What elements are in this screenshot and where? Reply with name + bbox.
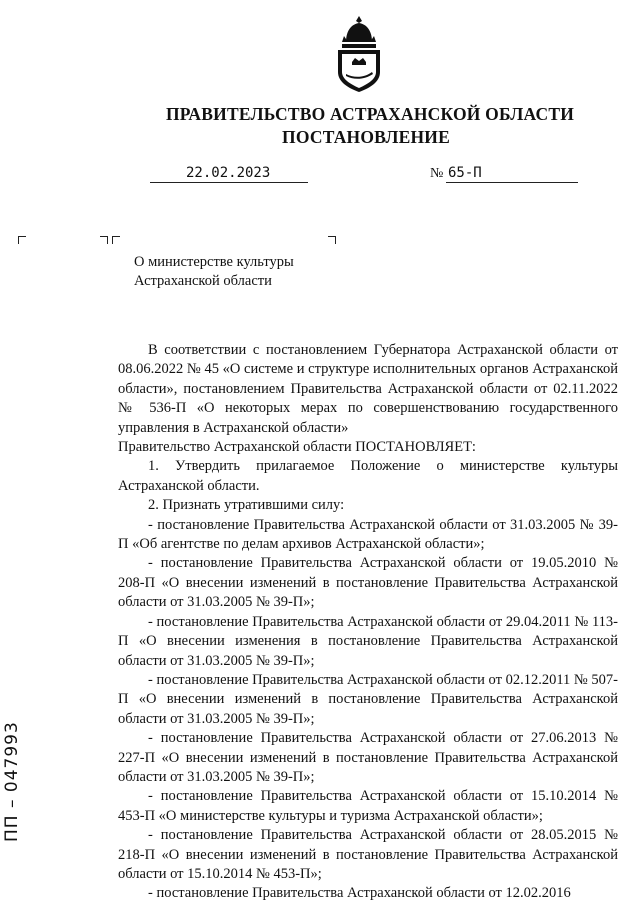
corner-mark — [328, 236, 336, 244]
repealed-item: - постановление Правительства Астраханской области от 12.02.2016 — [148, 885, 571, 902]
repealed-item: - постановление Правительства Астраханской области от 02.12.2011 № 507-П «О внесении изменений в постановление Правительства Астраханской области от 31.03.2005 № 39-П»; — [118, 671, 618, 727]
repealed-item: - постановление Правительства Астраханской области от 27.06.2013 № 227-П «О внесении изменений в постановление Правительства Астраханской области от 31.03.2005 № 39-П»; — [118, 730, 618, 785]
repealed-item: - постановление Правительства Астраханской области от 31.03.2005 № 39-П «Об агентстве по делам архивов Астраханской области»; — [118, 516, 618, 553]
document-date: 22.02.2023 — [186, 165, 271, 181]
resolves-line: Правительство Астраханской области ПОСТАНОВЛЯЕТ: — [118, 439, 476, 456]
subject-line: О министерстве культуры — [134, 254, 294, 270]
document-type: ПОСТАНОВЛЕНИЕ — [282, 127, 450, 147]
date-underline — [150, 182, 308, 183]
preamble: В соответствии с постановлением Губернатора Астраханской области от 08.06.2022 № 45 «О системе и структуре исполнительных органов Астраханской области», постановлением Правительства Астраханской области от 02.11.2022 № 536-П «О некоторых мерах по совершенствованию государственного управления в Астраханской области» — [118, 342, 618, 436]
document-body — [118, 341, 618, 904]
number-sign: № — [430, 166, 444, 181]
coat-of-arms-icon — [332, 14, 386, 94]
corner-mark — [100, 236, 108, 244]
government-title: ПРАВИТЕЛЬСТВО АСТРАХАНСКОЙ ОБЛАСТИ — [165, 104, 575, 124]
corner-mark — [18, 236, 26, 244]
repealed-item: - постановление Правительства Астраханской области от 28.05.2015 № 218-П «О внесении изменений в постановление Правительства Астраханской области от 15.10.2014 № 453-П»; — [118, 827, 618, 882]
item-1: 1. Утвердить прилагаемое Положение о министерстве культуры Астраханской области. — [118, 458, 618, 494]
repealed-item: - постановление Правительства Астраханской области от 15.10.2014 № 453-П «О министерстве культуры и туризма Астраханской области»; — [118, 788, 618, 824]
repealed-item: - постановление Правительства Астраханской области от 19.05.2010 № 208-П «О внесении изменений в постановление Правительства Астраханской области от 31.03.2005 № 39-П»; — [118, 555, 618, 611]
number-underline — [446, 182, 578, 183]
repealed-item: - постановление Правительства Астраханской области от 29.04.2011 № 113-П «О внесении изменения в постановление Правительства Астраханской области от 31.03.2005 № 39-П»; — [118, 613, 618, 669]
corner-mark — [112, 236, 120, 244]
serial-stamp: ПП – 047993 — [2, 721, 22, 842]
document-number: 65-П — [448, 165, 482, 181]
document-subject — [134, 253, 294, 291]
subject-line: Астраханской области — [134, 273, 272, 289]
item-2: 2. Признать утратившими силу: — [148, 497, 345, 514]
